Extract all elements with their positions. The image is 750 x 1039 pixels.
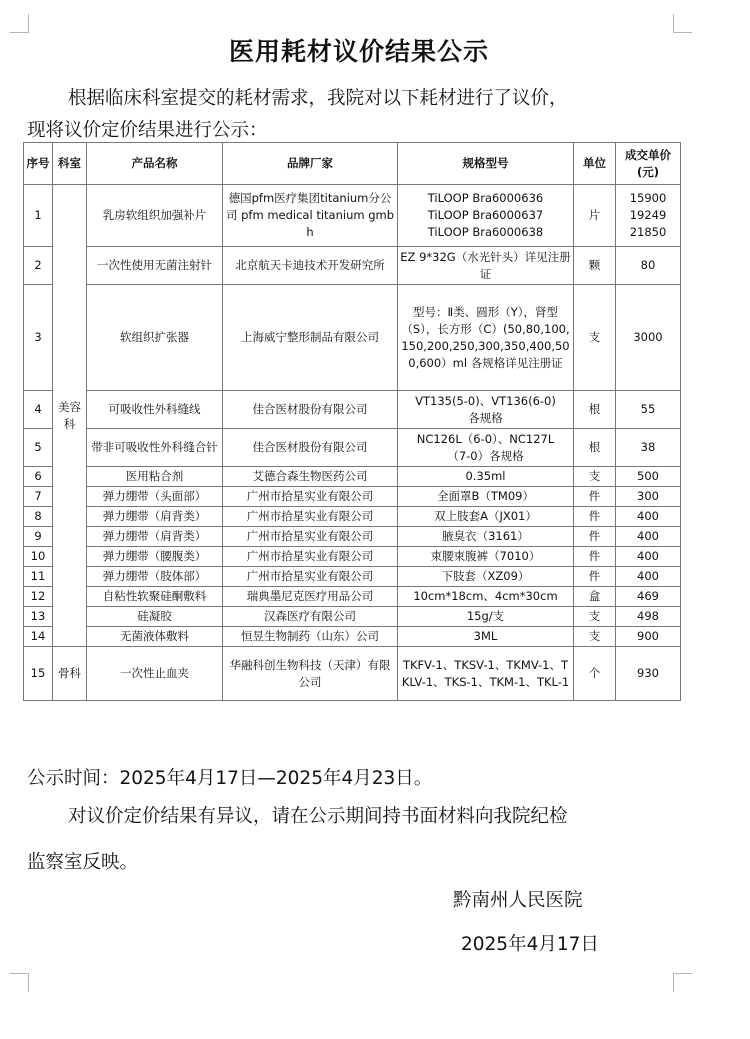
cell-price-line: 19249 [629, 208, 667, 222]
cell-price [616, 547, 681, 567]
cell-price-line: 498 [637, 609, 659, 623]
table-row [24, 185, 681, 247]
table-row [24, 547, 681, 567]
header-spec: 规格型号 [398, 143, 574, 185]
cell-product: 弹力绷带（腰腹类） [87, 547, 223, 567]
cell-price-line: 15900 [629, 191, 667, 205]
cell-spec-line: TiLOOP Bra6000636 [427, 191, 544, 205]
table-row [24, 285, 681, 391]
cell-spec [398, 429, 574, 467]
cell-price-line: 469 [637, 589, 659, 603]
intro-paragraph-line1: 根据临床科室提交的耗材需求，我院对以下耗材进行了议价， [68, 88, 568, 109]
cell-maker: 德国pfm医疗集团titanium分公司 pfm medical titanium gmbh [223, 185, 398, 247]
cell-product: 软组织扩张器 [87, 285, 223, 391]
cell-no: 12 [24, 587, 53, 607]
objection-notice-line2: 监察室反映。 [27, 852, 139, 873]
cell-spec [398, 247, 574, 285]
cell-maker: 华融科创生物科技（天津）有限公司 [223, 647, 398, 701]
table-row [24, 487, 681, 507]
cell-spec [398, 647, 574, 701]
cell-product: 可吸收性外科缝线 [87, 391, 223, 429]
cell-spec [398, 285, 574, 391]
cell-price [616, 391, 681, 429]
cell-price-line: 930 [637, 666, 659, 680]
cell-spec-line: VT135(5-0)、VT136(6-0) [415, 393, 556, 408]
cell-maker: 瑞典墨尼克医疗用品公司 [223, 587, 398, 607]
cell-no: 5 [24, 429, 53, 467]
cell-unit: 件 [574, 567, 616, 587]
cell-spec-line: 下肢套（XZ09） [441, 569, 530, 583]
table-row [24, 647, 681, 701]
document-title: 医用耗材议价结果公示 [228, 37, 489, 66]
cell-spec-line: 腋臭衣（3161） [442, 529, 529, 543]
cell-unit: 支 [574, 607, 616, 627]
cell-no: 13 [24, 607, 53, 627]
cell-price [616, 607, 681, 627]
cell-maker: 佳合医材股份有限公司 [223, 391, 398, 429]
cell-dept-cosmetic: 美容科 [53, 185, 87, 647]
cell-price [616, 285, 681, 391]
cell-product: 无菌液体敷料 [87, 627, 223, 647]
cell-price [616, 587, 681, 607]
cell-no: 8 [24, 507, 53, 527]
cell-price [616, 567, 681, 587]
cell-spec [398, 391, 574, 429]
cell-price [616, 507, 681, 527]
page-corner-mark [673, 973, 692, 992]
header-price-line1: 成交单价 [625, 147, 671, 162]
cell-product: 乳房软组织加强补片 [87, 185, 223, 247]
cell-unit: 片 [574, 185, 616, 247]
cell-price-line: 900 [637, 629, 659, 643]
header-maker: 品牌厂家 [223, 143, 398, 185]
header-price [616, 143, 681, 185]
cell-no: 6 [24, 467, 53, 487]
cell-spec-line: 全面罩B（TM09） [437, 489, 534, 503]
cell-price-line: 38 [640, 440, 656, 454]
cell-price-line: 400 [637, 529, 659, 543]
cell-price [616, 647, 681, 701]
cell-product: 弹力绷带（肩背类） [87, 507, 223, 527]
cell-unit: 支 [574, 467, 616, 487]
header-dept: 科室 [53, 143, 87, 185]
cell-spec-line: 0.35ml [465, 469, 506, 483]
cell-unit: 件 [574, 487, 616, 507]
cell-unit: 支 [574, 285, 616, 391]
cell-price-line: 55 [640, 402, 656, 416]
table-row [24, 607, 681, 627]
cell-spec-line: 15g/支 [466, 609, 505, 623]
cell-spec-line: 各规格 [468, 410, 503, 425]
cell-no: 14 [24, 627, 53, 647]
cell-spec-line: TKFV-1、TKSV-1、TKMV-1、TKLV-1、TKS-1、TKM-1、TKL-1 [401, 657, 570, 689]
header-price-line2: (元) [636, 164, 659, 179]
cell-unit: 件 [574, 527, 616, 547]
cell-spec-line: 束腰束腹裤（7010） [430, 549, 541, 563]
cell-price [616, 527, 681, 547]
cell-dept-orthopedics: 骨科 [53, 647, 87, 701]
cell-spec [398, 467, 574, 487]
cell-spec [398, 627, 574, 647]
table-row [24, 567, 681, 587]
signature-date: 2025年4月17日 [461, 934, 599, 955]
cell-price-line: 400 [637, 549, 659, 563]
cell-maker: 广州市拾星实业有限公司 [223, 547, 398, 567]
cell-spec [398, 527, 574, 547]
cell-price-line: 400 [637, 569, 659, 583]
cell-maker: 北京航天卡迪技术开发研究所 [223, 247, 398, 285]
cell-price [616, 429, 681, 467]
cell-spec [398, 487, 574, 507]
signature-organization: 黔南州人民医院 [453, 890, 583, 911]
cell-spec-line: EZ 9*32G（水光针头）详见注册证 [400, 249, 571, 281]
cell-unit: 盒 [574, 587, 616, 607]
cell-spec-line: TiLOOP Bra6000638 [427, 225, 544, 239]
cell-spec-line: NC126L（6-0）、NC127L [416, 431, 555, 446]
cell-price [616, 247, 681, 285]
cell-price [616, 467, 681, 487]
intro-paragraph-line2: 现将议价定价结果进行公示： [27, 120, 268, 141]
table-header-row [24, 143, 681, 185]
cell-spec [398, 607, 574, 627]
cell-product: 自粘性软聚硅酮敷料 [87, 587, 223, 607]
cell-product: 弹力绷带（头面部） [87, 487, 223, 507]
cell-maker: 佳合医材股份有限公司 [223, 429, 398, 467]
page-corner-mark [10, 973, 29, 992]
cell-unit: 个 [574, 647, 616, 701]
header-product: 产品名称 [87, 143, 223, 185]
table-row [24, 627, 681, 647]
cell-price [616, 627, 681, 647]
cell-spec-line: 型号：Ⅱ类、圆形（Y），肾型（S），长方形（C）(50,80,100,150,200,250,300,350,400,500,600）ml 各规格详见注册证 [401, 304, 570, 370]
table-row [24, 587, 681, 607]
cell-product: 弹力绷带（肢体部） [87, 567, 223, 587]
table-row [24, 391, 681, 429]
cell-maker: 恒昱生物制药（山东）公司 [223, 627, 398, 647]
cell-unit: 件 [574, 507, 616, 527]
cell-maker: 广州市拾星实业有限公司 [223, 507, 398, 527]
cell-maker: 汉森医疗有限公司 [223, 607, 398, 627]
cell-price-line: 300 [637, 489, 659, 503]
table-row [24, 507, 681, 527]
cell-spec-line: TiLOOP Bra6000637 [427, 208, 544, 222]
cell-price-line: 400 [637, 509, 659, 523]
page-corner-mark [10, 14, 29, 33]
cell-product: 带非可吸收性外科缝合针 [87, 429, 223, 467]
table-row [24, 429, 681, 467]
cell-price-line: 21850 [629, 225, 667, 239]
cell-price-line: 500 [637, 469, 659, 483]
cell-spec-line: 双上肢套A（JX01） [434, 509, 537, 523]
cell-maker: 广州市拾星实业有限公司 [223, 527, 398, 547]
cell-no: 3 [24, 285, 53, 391]
cell-product: 弹力绷带（肩背类） [87, 527, 223, 547]
cell-no: 1 [24, 185, 53, 247]
cell-product: 一次性使用无菌注射针 [87, 247, 223, 285]
cell-maker: 广州市拾星实业有限公司 [223, 487, 398, 507]
cell-price-line: 3000 [633, 330, 663, 344]
cell-product: 硅凝胶 [87, 607, 223, 627]
cell-spec-line: 10cm*18cm、4cm*30cm [413, 589, 558, 603]
cell-unit: 根 [574, 391, 616, 429]
header-unit: 单位 [574, 143, 616, 185]
table-row [24, 527, 681, 547]
cell-no: 7 [24, 487, 53, 507]
cell-maker: 艾德合森生物医药公司 [223, 467, 398, 487]
cell-unit: 件 [574, 547, 616, 567]
cell-no: 2 [24, 247, 53, 285]
cell-spec [398, 185, 574, 247]
cell-unit: 根 [574, 429, 616, 467]
price-result-table [23, 142, 681, 701]
cell-no: 9 [24, 527, 53, 547]
publicity-time: 公示时间：2025年4月17日—2025年4月23日。 [27, 768, 433, 789]
cell-price [616, 487, 681, 507]
cell-spec [398, 587, 574, 607]
page-corner-mark [673, 14, 692, 33]
cell-unit: 支 [574, 627, 616, 647]
cell-spec-line: （7-0）各规格 [447, 448, 524, 463]
cell-product: 一次性止血夹 [87, 647, 223, 701]
cell-unit: 颗 [574, 247, 616, 285]
table-row [24, 467, 681, 487]
header-no: 序号 [24, 143, 53, 185]
cell-spec [398, 547, 574, 567]
cell-spec-line: 3ML [473, 629, 498, 643]
cell-product: 医用粘合剂 [87, 467, 223, 487]
cell-price [616, 185, 681, 247]
cell-maker: 上海威宁整形制品有限公司 [223, 285, 398, 391]
cell-no: 10 [24, 547, 53, 567]
cell-price-line: 80 [640, 258, 656, 272]
cell-spec [398, 507, 574, 527]
cell-no: 11 [24, 567, 53, 587]
cell-spec [398, 567, 574, 587]
table-row [24, 247, 681, 285]
cell-no: 4 [24, 391, 53, 429]
objection-notice-line1: 对议价定价结果有异议，请在公示期间持书面材料向我院纪检 [68, 806, 568, 827]
cell-no: 15 [24, 647, 53, 701]
cell-maker: 广州市拾星实业有限公司 [223, 567, 398, 587]
